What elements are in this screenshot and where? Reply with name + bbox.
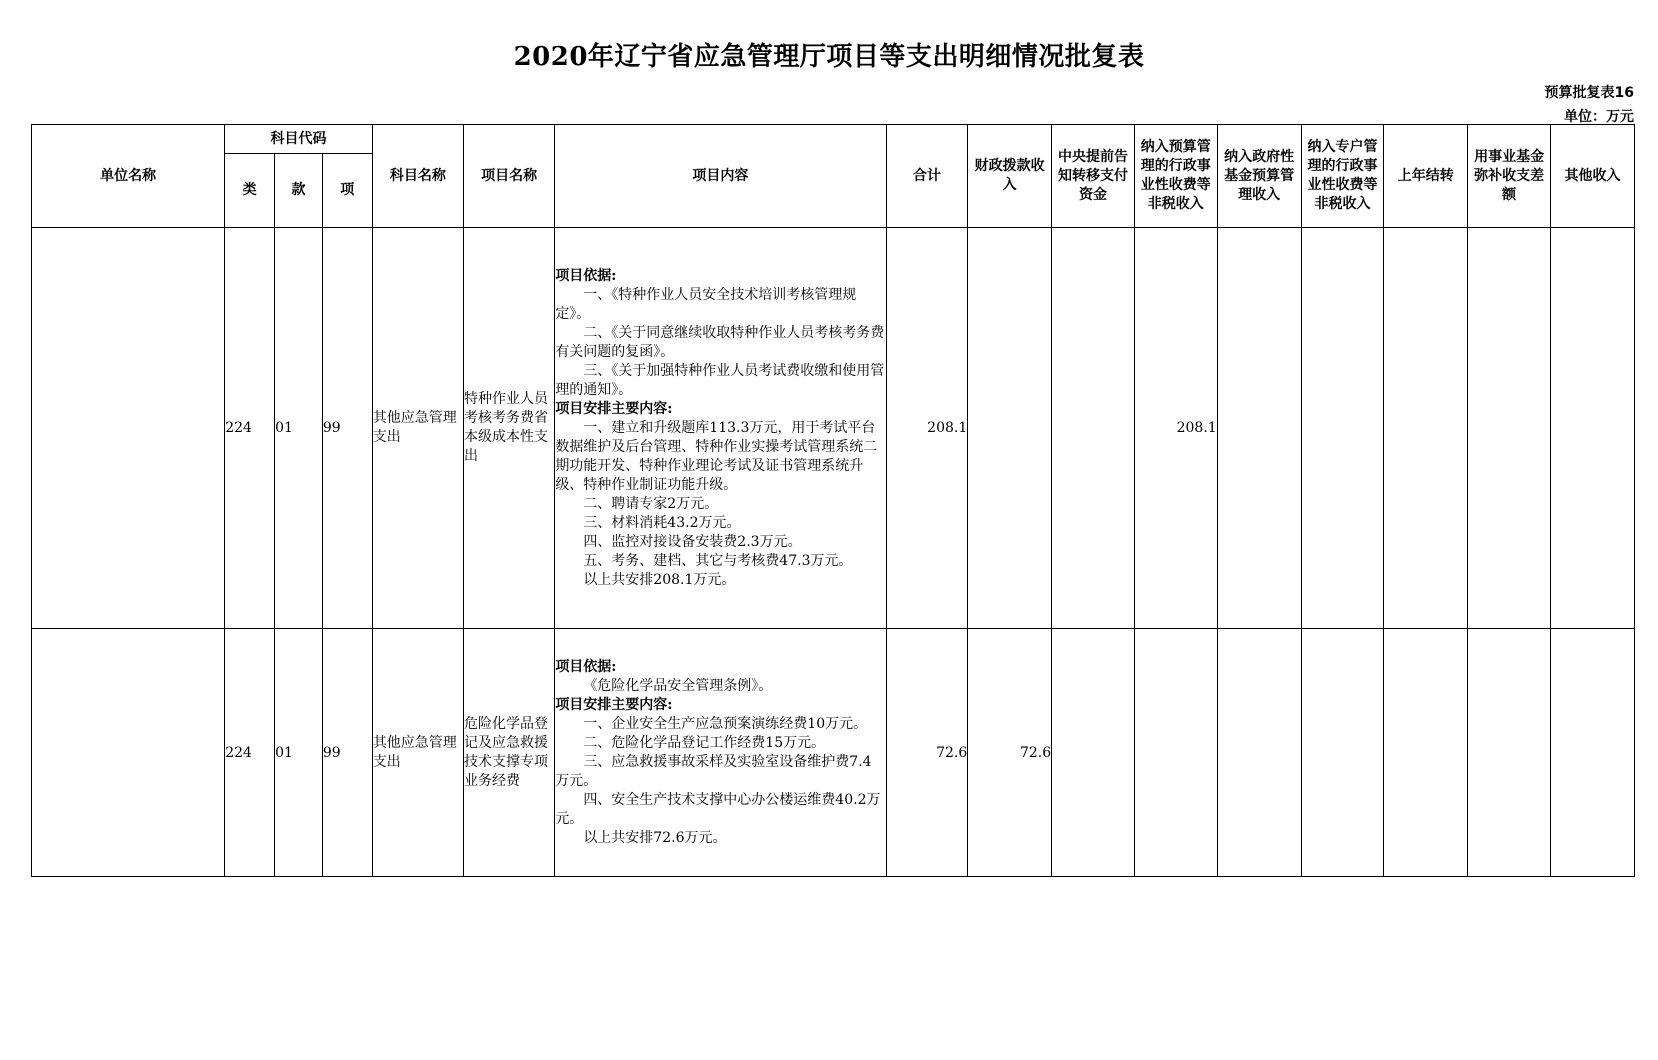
header-project-content: 项目内容 xyxy=(555,125,886,228)
cell-project-name: 特种作业人员考核考务费省本级成本性支出 xyxy=(464,228,555,629)
header-subject-name: 科目名称 xyxy=(372,125,463,228)
cell-carryover xyxy=(1384,629,1468,877)
content-paragraph: 五、考务、建档、其它与考核费47.3万元。 xyxy=(583,552,853,569)
cell-gov-fund xyxy=(1217,629,1301,877)
header-special-fee: 纳入专户管理的行政事业性收费等非税收入 xyxy=(1301,125,1384,228)
content-paragraph: 一、《特种作业人员安全技术培训考核管理规定》。 xyxy=(555,286,857,322)
content-paragraph: 一、企业安全生产应急预案演练经费10万元。 xyxy=(583,715,868,732)
content-heading: 项目安排主要内容: xyxy=(555,400,673,417)
header-gov-fund: 纳入政府性基金预算管理收入 xyxy=(1217,125,1301,228)
content-heading: 项目依据: xyxy=(555,267,617,284)
cell-xiang: 99 xyxy=(322,629,372,877)
cell-special-fee xyxy=(1301,228,1384,629)
header-central: 中央提前告知转移支付资金 xyxy=(1052,125,1135,228)
table-row xyxy=(32,228,1635,629)
content-paragraph: 二、聘请专家2万元。 xyxy=(583,495,719,512)
cell-other xyxy=(1551,629,1635,877)
cell-lei: 224 xyxy=(225,629,275,877)
table-row xyxy=(32,629,1635,877)
cell-subject-name: 其他应急管理支出 xyxy=(372,228,463,629)
content-paragraph: 一、建立和升级题库113.3万元，用于考试平台数据维护及后台管理、特种作业实操考试管理系统二期功能开发、特种作业理论考试及证书管理系统升级、特种作业制证功能升级。 xyxy=(555,419,878,493)
cell-enterprise-fund xyxy=(1468,228,1551,629)
cell-lei: 224 xyxy=(225,228,275,629)
header-total: 合计 xyxy=(886,125,968,228)
content-paragraph: 以上共安排208.1万元。 xyxy=(583,571,736,588)
content-paragraph: 三、《关于加强特种作业人员考试费收缴和使用管理的通知》。 xyxy=(555,362,885,398)
cell-other xyxy=(1551,228,1635,629)
cell-budget-fee xyxy=(1134,629,1217,877)
header-carryover: 上年结转 xyxy=(1384,125,1468,228)
page-title: 2020年辽宁省应急管理厅项目等支出明细情况批复表 xyxy=(513,42,1145,72)
content-heading: 项目依据: xyxy=(555,658,617,675)
approval-table xyxy=(31,124,1635,877)
cell-unit-name xyxy=(32,228,225,629)
content-paragraph: 四、安全生产技术支撑中心办公楼运维费40.2万元。 xyxy=(555,791,881,827)
cell-special-fee xyxy=(1301,629,1384,877)
header-unit-name: 单位名称 xyxy=(32,125,225,228)
header-kuan: 款 xyxy=(275,154,323,228)
content-paragraph: 二、《关于同意继续收取特种作业人员考核考务费有关问题的复函》。 xyxy=(555,324,885,360)
header-fiscal: 财政拨款收入 xyxy=(968,125,1052,228)
content-paragraph: 三、应急救援事故采样及实验室设备维护费7.4万元。 xyxy=(555,753,872,789)
cell-project-name: 危险化学品登记及应急救援技术支撑专项业务经费 xyxy=(464,629,555,877)
cell-kuan: 01 xyxy=(275,629,323,877)
unit-label: 单位：万元 xyxy=(1564,109,1634,125)
header-lei: 类 xyxy=(225,154,275,228)
content-paragraph: 四、监控对接设备安装费2.3万元。 xyxy=(583,533,802,550)
cell-fiscal: 72.6 xyxy=(968,629,1052,877)
header-xiang: 项 xyxy=(322,154,372,228)
cell-budget-fee: 208.1 xyxy=(1134,228,1217,629)
cell-kuan: 01 xyxy=(275,228,323,629)
header-budget-fee: 纳入预算管理的行政事业性收费等非税收入 xyxy=(1134,125,1217,228)
header-project-name: 项目名称 xyxy=(464,125,555,228)
content-paragraph: 《危险化学品安全管理条例》。 xyxy=(583,677,773,694)
header-enterprise-fund: 用事业基金弥补收支差额 xyxy=(1468,125,1551,228)
cell-carryover xyxy=(1384,228,1468,629)
cell-fiscal xyxy=(968,228,1052,629)
cell-total: 208.1 xyxy=(886,228,968,629)
header-other: 其他收入 xyxy=(1551,125,1635,228)
cell-total: 72.6 xyxy=(886,629,968,877)
cell-project-content xyxy=(555,228,886,629)
cell-subject-name: 其他应急管理支出 xyxy=(372,629,463,877)
cell-central xyxy=(1052,629,1135,877)
content-heading: 项目安排主要内容: xyxy=(555,696,673,713)
cell-gov-fund xyxy=(1217,228,1301,629)
cell-enterprise-fund xyxy=(1468,629,1551,877)
cell-xiang: 99 xyxy=(322,228,372,629)
cell-central xyxy=(1052,228,1135,629)
header-subject-code: 科目代码 xyxy=(225,125,373,154)
content-paragraph: 以上共安排72.6万元。 xyxy=(583,829,727,846)
content-paragraph: 二、危险化学品登记工作经费15万元。 xyxy=(583,734,826,751)
cell-unit-name xyxy=(32,629,225,877)
table-number: 预算批复表16 xyxy=(1544,85,1634,101)
content-paragraph: 三、材料消耗43.2万元。 xyxy=(583,514,741,531)
cell-project-content xyxy=(555,629,886,877)
